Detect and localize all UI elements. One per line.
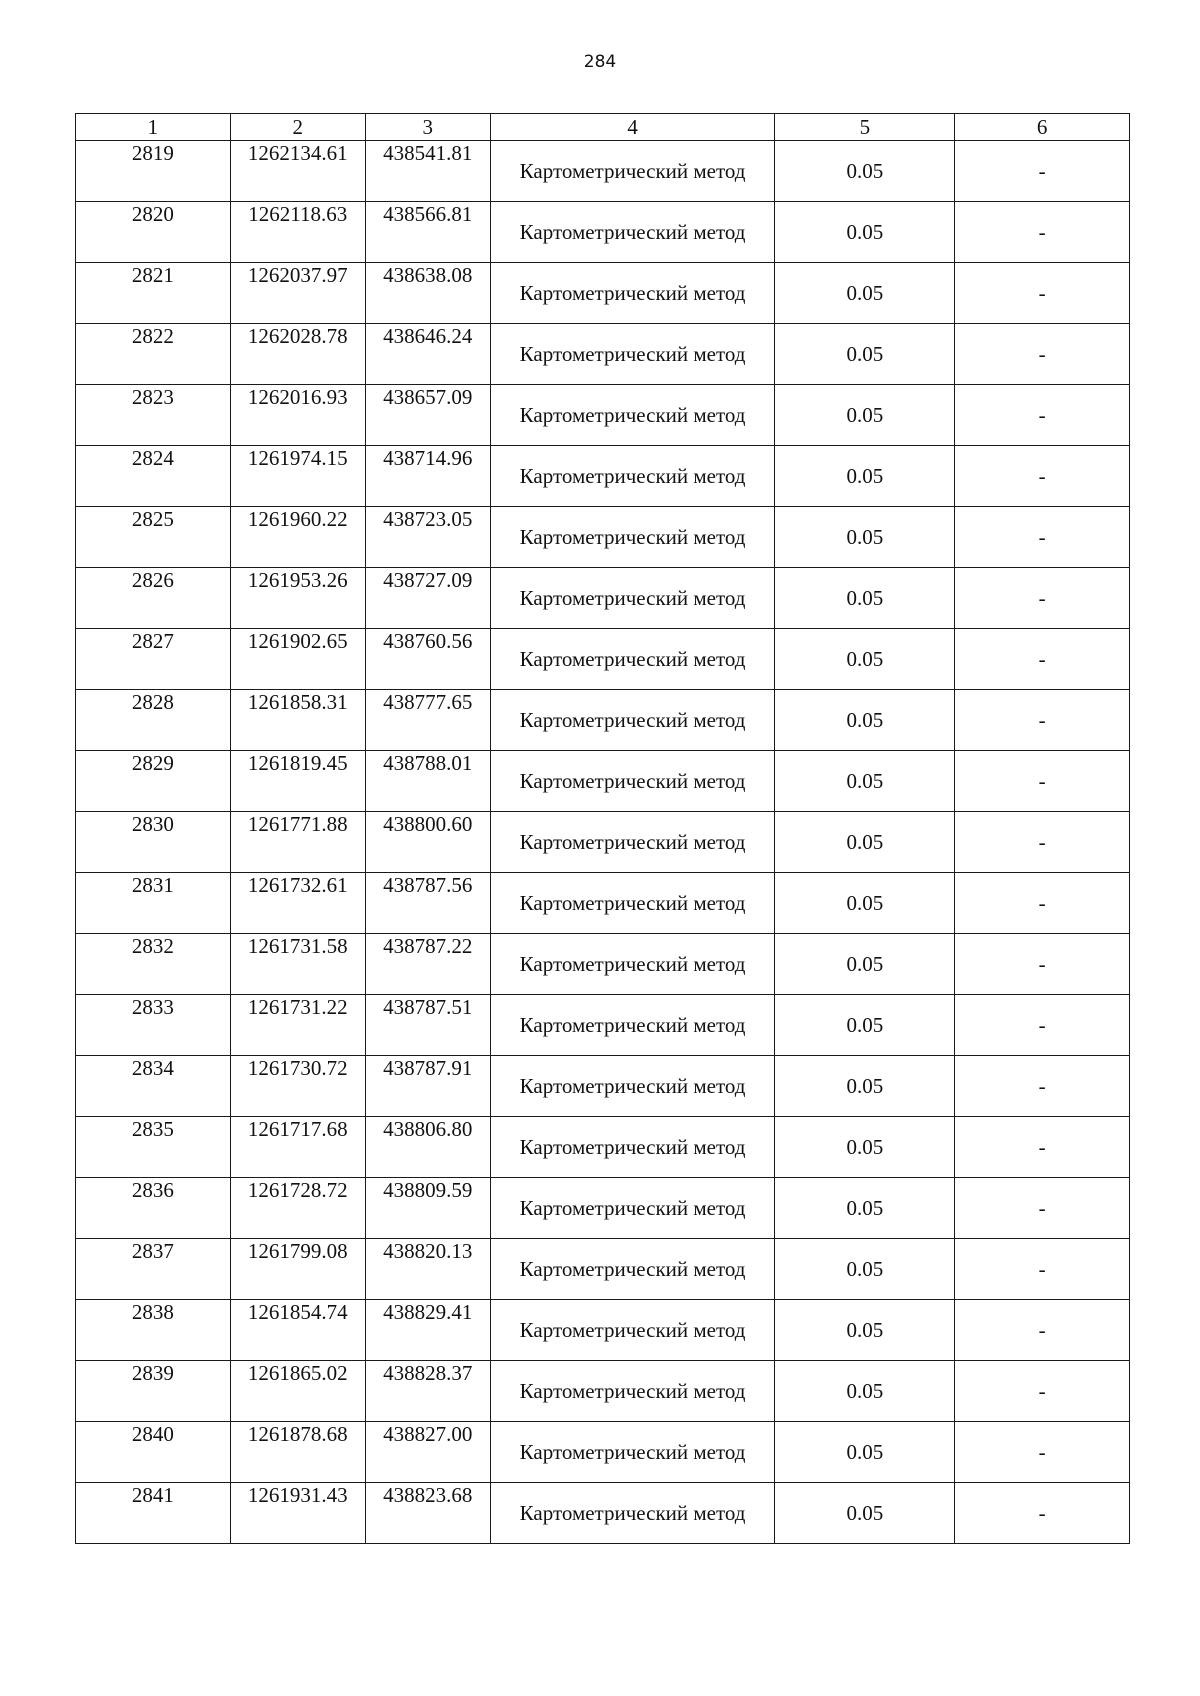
method-cell: Картометрический метод — [490, 385, 775, 446]
point-number-cell: 2826 — [76, 568, 231, 629]
note-cell: - — [955, 751, 1130, 812]
y-coordinate-cell: 438787.22 — [365, 934, 490, 995]
y-coordinate-cell: 438760.56 — [365, 629, 490, 690]
method-cell: Картометрический метод — [490, 1117, 775, 1178]
table-row — [76, 1361, 1130, 1422]
x-coordinate-cell: 1261960.22 — [230, 507, 365, 568]
method-cell: Картометрический метод — [490, 141, 775, 202]
y-coordinate-cell: 438787.51 — [365, 995, 490, 1056]
point-number-cell: 2821 — [76, 263, 231, 324]
note-cell: - — [955, 1300, 1130, 1361]
note-cell: - — [955, 690, 1130, 751]
note-cell: - — [955, 446, 1130, 507]
table-row — [76, 141, 1130, 202]
y-coordinate-cell: 438827.00 — [365, 1422, 490, 1483]
method-cell: Картометрический метод — [490, 263, 775, 324]
method-cell: Картометрический метод — [490, 1178, 775, 1239]
point-number-cell: 2822 — [76, 324, 231, 385]
x-coordinate-cell: 1261799.08 — [230, 1239, 365, 1300]
accuracy-cell: 0.05 — [775, 1483, 955, 1544]
note-cell: - — [955, 1117, 1130, 1178]
table-row — [76, 385, 1130, 446]
accuracy-cell: 0.05 — [775, 751, 955, 812]
accuracy-cell: 0.05 — [775, 1422, 955, 1483]
method-cell: Картометрический метод — [490, 568, 775, 629]
table-header-row — [76, 114, 1130, 141]
accuracy-cell: 0.05 — [775, 568, 955, 629]
column-header-2: 2 — [230, 114, 365, 141]
table-row — [76, 1056, 1130, 1117]
y-coordinate-cell: 438657.09 — [365, 385, 490, 446]
method-cell: Картометрический метод — [490, 812, 775, 873]
note-cell: - — [955, 1178, 1130, 1239]
accuracy-cell: 0.05 — [775, 995, 955, 1056]
point-number-cell: 2827 — [76, 629, 231, 690]
note-cell: - — [955, 629, 1130, 690]
point-number-cell: 2831 — [76, 873, 231, 934]
table-row — [76, 1239, 1130, 1300]
accuracy-cell: 0.05 — [775, 690, 955, 751]
x-coordinate-cell: 1261717.68 — [230, 1117, 365, 1178]
accuracy-cell: 0.05 — [775, 873, 955, 934]
accuracy-cell: 0.05 — [775, 1056, 955, 1117]
x-coordinate-cell: 1261730.72 — [230, 1056, 365, 1117]
coordinates-table — [75, 113, 1130, 1544]
x-coordinate-cell: 1261731.58 — [230, 934, 365, 995]
y-coordinate-cell: 438820.13 — [365, 1239, 490, 1300]
point-number-cell: 2825 — [76, 507, 231, 568]
note-cell: - — [955, 263, 1130, 324]
table-row — [76, 812, 1130, 873]
y-coordinate-cell: 438566.81 — [365, 202, 490, 263]
point-number-cell: 2841 — [76, 1483, 231, 1544]
method-cell: Картометрический метод — [490, 1361, 775, 1422]
table-row — [76, 1483, 1130, 1544]
point-number-cell: 2829 — [76, 751, 231, 812]
accuracy-cell: 0.05 — [775, 1117, 955, 1178]
method-cell: Картометрический метод — [490, 1239, 775, 1300]
y-coordinate-cell: 438788.01 — [365, 751, 490, 812]
note-cell: - — [955, 324, 1130, 385]
column-header-6: 6 — [955, 114, 1130, 141]
table-row — [76, 507, 1130, 568]
y-coordinate-cell: 438777.65 — [365, 690, 490, 751]
point-number-cell: 2836 — [76, 1178, 231, 1239]
x-coordinate-cell: 1261858.31 — [230, 690, 365, 751]
x-coordinate-cell: 1261902.65 — [230, 629, 365, 690]
x-coordinate-cell: 1262016.93 — [230, 385, 365, 446]
x-coordinate-cell: 1261878.68 — [230, 1422, 365, 1483]
y-coordinate-cell: 438638.08 — [365, 263, 490, 324]
note-cell: - — [955, 1239, 1130, 1300]
x-coordinate-cell: 1262028.78 — [230, 324, 365, 385]
table-row — [76, 1178, 1130, 1239]
y-coordinate-cell: 438829.41 — [365, 1300, 490, 1361]
method-cell: Картометрический метод — [490, 446, 775, 507]
x-coordinate-cell: 1261731.22 — [230, 995, 365, 1056]
y-coordinate-cell: 438787.56 — [365, 873, 490, 934]
table-row — [76, 629, 1130, 690]
method-cell: Картометрический метод — [490, 1483, 775, 1544]
note-cell: - — [955, 385, 1130, 446]
x-coordinate-cell: 1262118.63 — [230, 202, 365, 263]
note-cell: - — [955, 995, 1130, 1056]
table-row — [76, 446, 1130, 507]
x-coordinate-cell: 1261771.88 — [230, 812, 365, 873]
method-cell: Картометрический метод — [490, 507, 775, 568]
method-cell: Картометрический метод — [490, 751, 775, 812]
table-row — [76, 568, 1130, 629]
page-number: 284 — [583, 52, 617, 72]
note-cell: - — [955, 1483, 1130, 1544]
y-coordinate-cell: 438806.80 — [365, 1117, 490, 1178]
x-coordinate-cell: 1261728.72 — [230, 1178, 365, 1239]
accuracy-cell: 0.05 — [775, 141, 955, 202]
point-number-cell: 2819 — [76, 141, 231, 202]
y-coordinate-cell: 438727.09 — [365, 568, 490, 629]
table-row — [76, 1300, 1130, 1361]
accuracy-cell: 0.05 — [775, 1300, 955, 1361]
column-header-5: 5 — [775, 114, 955, 141]
table-row — [76, 873, 1130, 934]
accuracy-cell: 0.05 — [775, 385, 955, 446]
point-number-cell: 2835 — [76, 1117, 231, 1178]
note-cell: - — [955, 507, 1130, 568]
accuracy-cell: 0.05 — [775, 1239, 955, 1300]
table-row — [76, 1117, 1130, 1178]
note-cell: - — [955, 812, 1130, 873]
accuracy-cell: 0.05 — [775, 446, 955, 507]
point-number-cell: 2837 — [76, 1239, 231, 1300]
point-number-cell: 2832 — [76, 934, 231, 995]
method-cell: Картометрический метод — [490, 690, 775, 751]
y-coordinate-cell: 438828.37 — [365, 1361, 490, 1422]
point-number-cell: 2839 — [76, 1361, 231, 1422]
x-coordinate-cell: 1261931.43 — [230, 1483, 365, 1544]
table-row — [76, 1422, 1130, 1483]
note-cell: - — [955, 202, 1130, 263]
column-header-3: 3 — [365, 114, 490, 141]
method-cell: Картометрический метод — [490, 1300, 775, 1361]
point-number-cell: 2820 — [76, 202, 231, 263]
y-coordinate-cell: 438646.24 — [365, 324, 490, 385]
point-number-cell: 2840 — [76, 1422, 231, 1483]
note-cell: - — [955, 1361, 1130, 1422]
accuracy-cell: 0.05 — [775, 629, 955, 690]
accuracy-cell: 0.05 — [775, 1361, 955, 1422]
note-cell: - — [955, 1056, 1130, 1117]
x-coordinate-cell: 1261819.45 — [230, 751, 365, 812]
note-cell: - — [955, 568, 1130, 629]
method-cell: Картометрический метод — [490, 1056, 775, 1117]
y-coordinate-cell: 438809.59 — [365, 1178, 490, 1239]
method-cell: Картометрический метод — [490, 202, 775, 263]
table-row — [76, 263, 1130, 324]
accuracy-cell: 0.05 — [775, 507, 955, 568]
table-row — [76, 934, 1130, 995]
y-coordinate-cell: 438723.05 — [365, 507, 490, 568]
accuracy-cell: 0.05 — [775, 263, 955, 324]
column-header-4: 4 — [490, 114, 775, 141]
y-coordinate-cell: 438787.91 — [365, 1056, 490, 1117]
method-cell: Картометрический метод — [490, 324, 775, 385]
note-cell: - — [955, 934, 1130, 995]
y-coordinate-cell: 438541.81 — [365, 141, 490, 202]
x-coordinate-cell: 1261732.61 — [230, 873, 365, 934]
point-number-cell: 2830 — [76, 812, 231, 873]
x-coordinate-cell: 1261854.74 — [230, 1300, 365, 1361]
point-number-cell: 2824 — [76, 446, 231, 507]
method-cell: Картометрический метод — [490, 1422, 775, 1483]
accuracy-cell: 0.05 — [775, 1178, 955, 1239]
accuracy-cell: 0.05 — [775, 934, 955, 995]
method-cell: Картометрический метод — [490, 629, 775, 690]
x-coordinate-cell: 1261953.26 — [230, 568, 365, 629]
table-body — [76, 141, 1130, 1544]
accuracy-cell: 0.05 — [775, 324, 955, 385]
note-cell: - — [955, 1422, 1130, 1483]
y-coordinate-cell: 438714.96 — [365, 446, 490, 507]
table-row — [76, 324, 1130, 385]
x-coordinate-cell: 1262037.97 — [230, 263, 365, 324]
note-cell: - — [955, 141, 1130, 202]
method-cell: Картометрический метод — [490, 873, 775, 934]
x-coordinate-cell: 1261974.15 — [230, 446, 365, 507]
table-row — [76, 751, 1130, 812]
table-row — [76, 995, 1130, 1056]
accuracy-cell: 0.05 — [775, 812, 955, 873]
point-number-cell: 2828 — [76, 690, 231, 751]
column-header-1: 1 — [76, 114, 231, 141]
table-row — [76, 690, 1130, 751]
table-row — [76, 202, 1130, 263]
y-coordinate-cell: 438823.68 — [365, 1483, 490, 1544]
y-coordinate-cell: 438800.60 — [365, 812, 490, 873]
method-cell: Картометрический метод — [490, 995, 775, 1056]
x-coordinate-cell: 1261865.02 — [230, 1361, 365, 1422]
x-coordinate-cell: 1262134.61 — [230, 141, 365, 202]
point-number-cell: 2838 — [76, 1300, 231, 1361]
point-number-cell: 2833 — [76, 995, 231, 1056]
note-cell: - — [955, 873, 1130, 934]
point-number-cell: 2823 — [76, 385, 231, 446]
accuracy-cell: 0.05 — [775, 202, 955, 263]
method-cell: Картометрический метод — [490, 934, 775, 995]
point-number-cell: 2834 — [76, 1056, 231, 1117]
